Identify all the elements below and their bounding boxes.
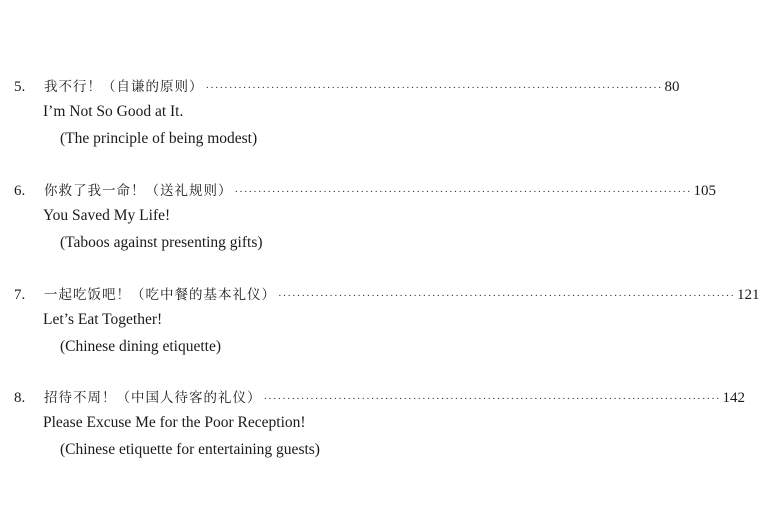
entry-heading-line [14, 283, 759, 303]
dot-leader: ·································································································· [263, 393, 721, 405]
page-number: 105 [693, 183, 716, 199]
entry-subtitle: (Taboos against presenting gifts) [60, 234, 263, 251]
entry-heading-line [14, 386, 745, 406]
entry-subtitle: (The principle of being modest) [60, 130, 258, 147]
dot-leader: ·································································································· [205, 82, 663, 94]
dot-leader: ·································································································· [234, 186, 692, 198]
entry-heading-line [14, 75, 680, 95]
dot-leader: ·································································································· [278, 290, 735, 302]
page-number: 80 [664, 79, 680, 95]
english-title: Please Excuse Me for the Poor Reception! [43, 414, 306, 431]
chinese-title: 一起吃饭吧！（吃中餐的基本礼仪） [44, 287, 276, 303]
entry-number: 5. [14, 79, 26, 95]
english-title: You Saved My Life! [43, 207, 171, 224]
entry-number: 7. [14, 287, 26, 303]
page-number: 142 [722, 390, 745, 406]
english-title: Let’s Eat Together! [43, 311, 163, 328]
chinese-title: 你救了我一命！（送礼规则） [44, 183, 233, 199]
chinese-title: 招待不周！（中国人待客的礼仪） [44, 390, 262, 406]
entry-number: 6. [14, 183, 26, 199]
english-title: I’m Not So Good at It. [43, 103, 184, 120]
page-number: 121 [736, 287, 759, 303]
entry-number: 8. [14, 390, 26, 406]
entry-subtitle: (Chinese dining etiquette) [60, 338, 221, 355]
chinese-title: 我不行！（自谦的原则） [44, 79, 204, 95]
entry-subtitle: (Chinese etiquette for entertaining guests) [60, 441, 320, 458]
entry-heading-line [14, 179, 716, 199]
